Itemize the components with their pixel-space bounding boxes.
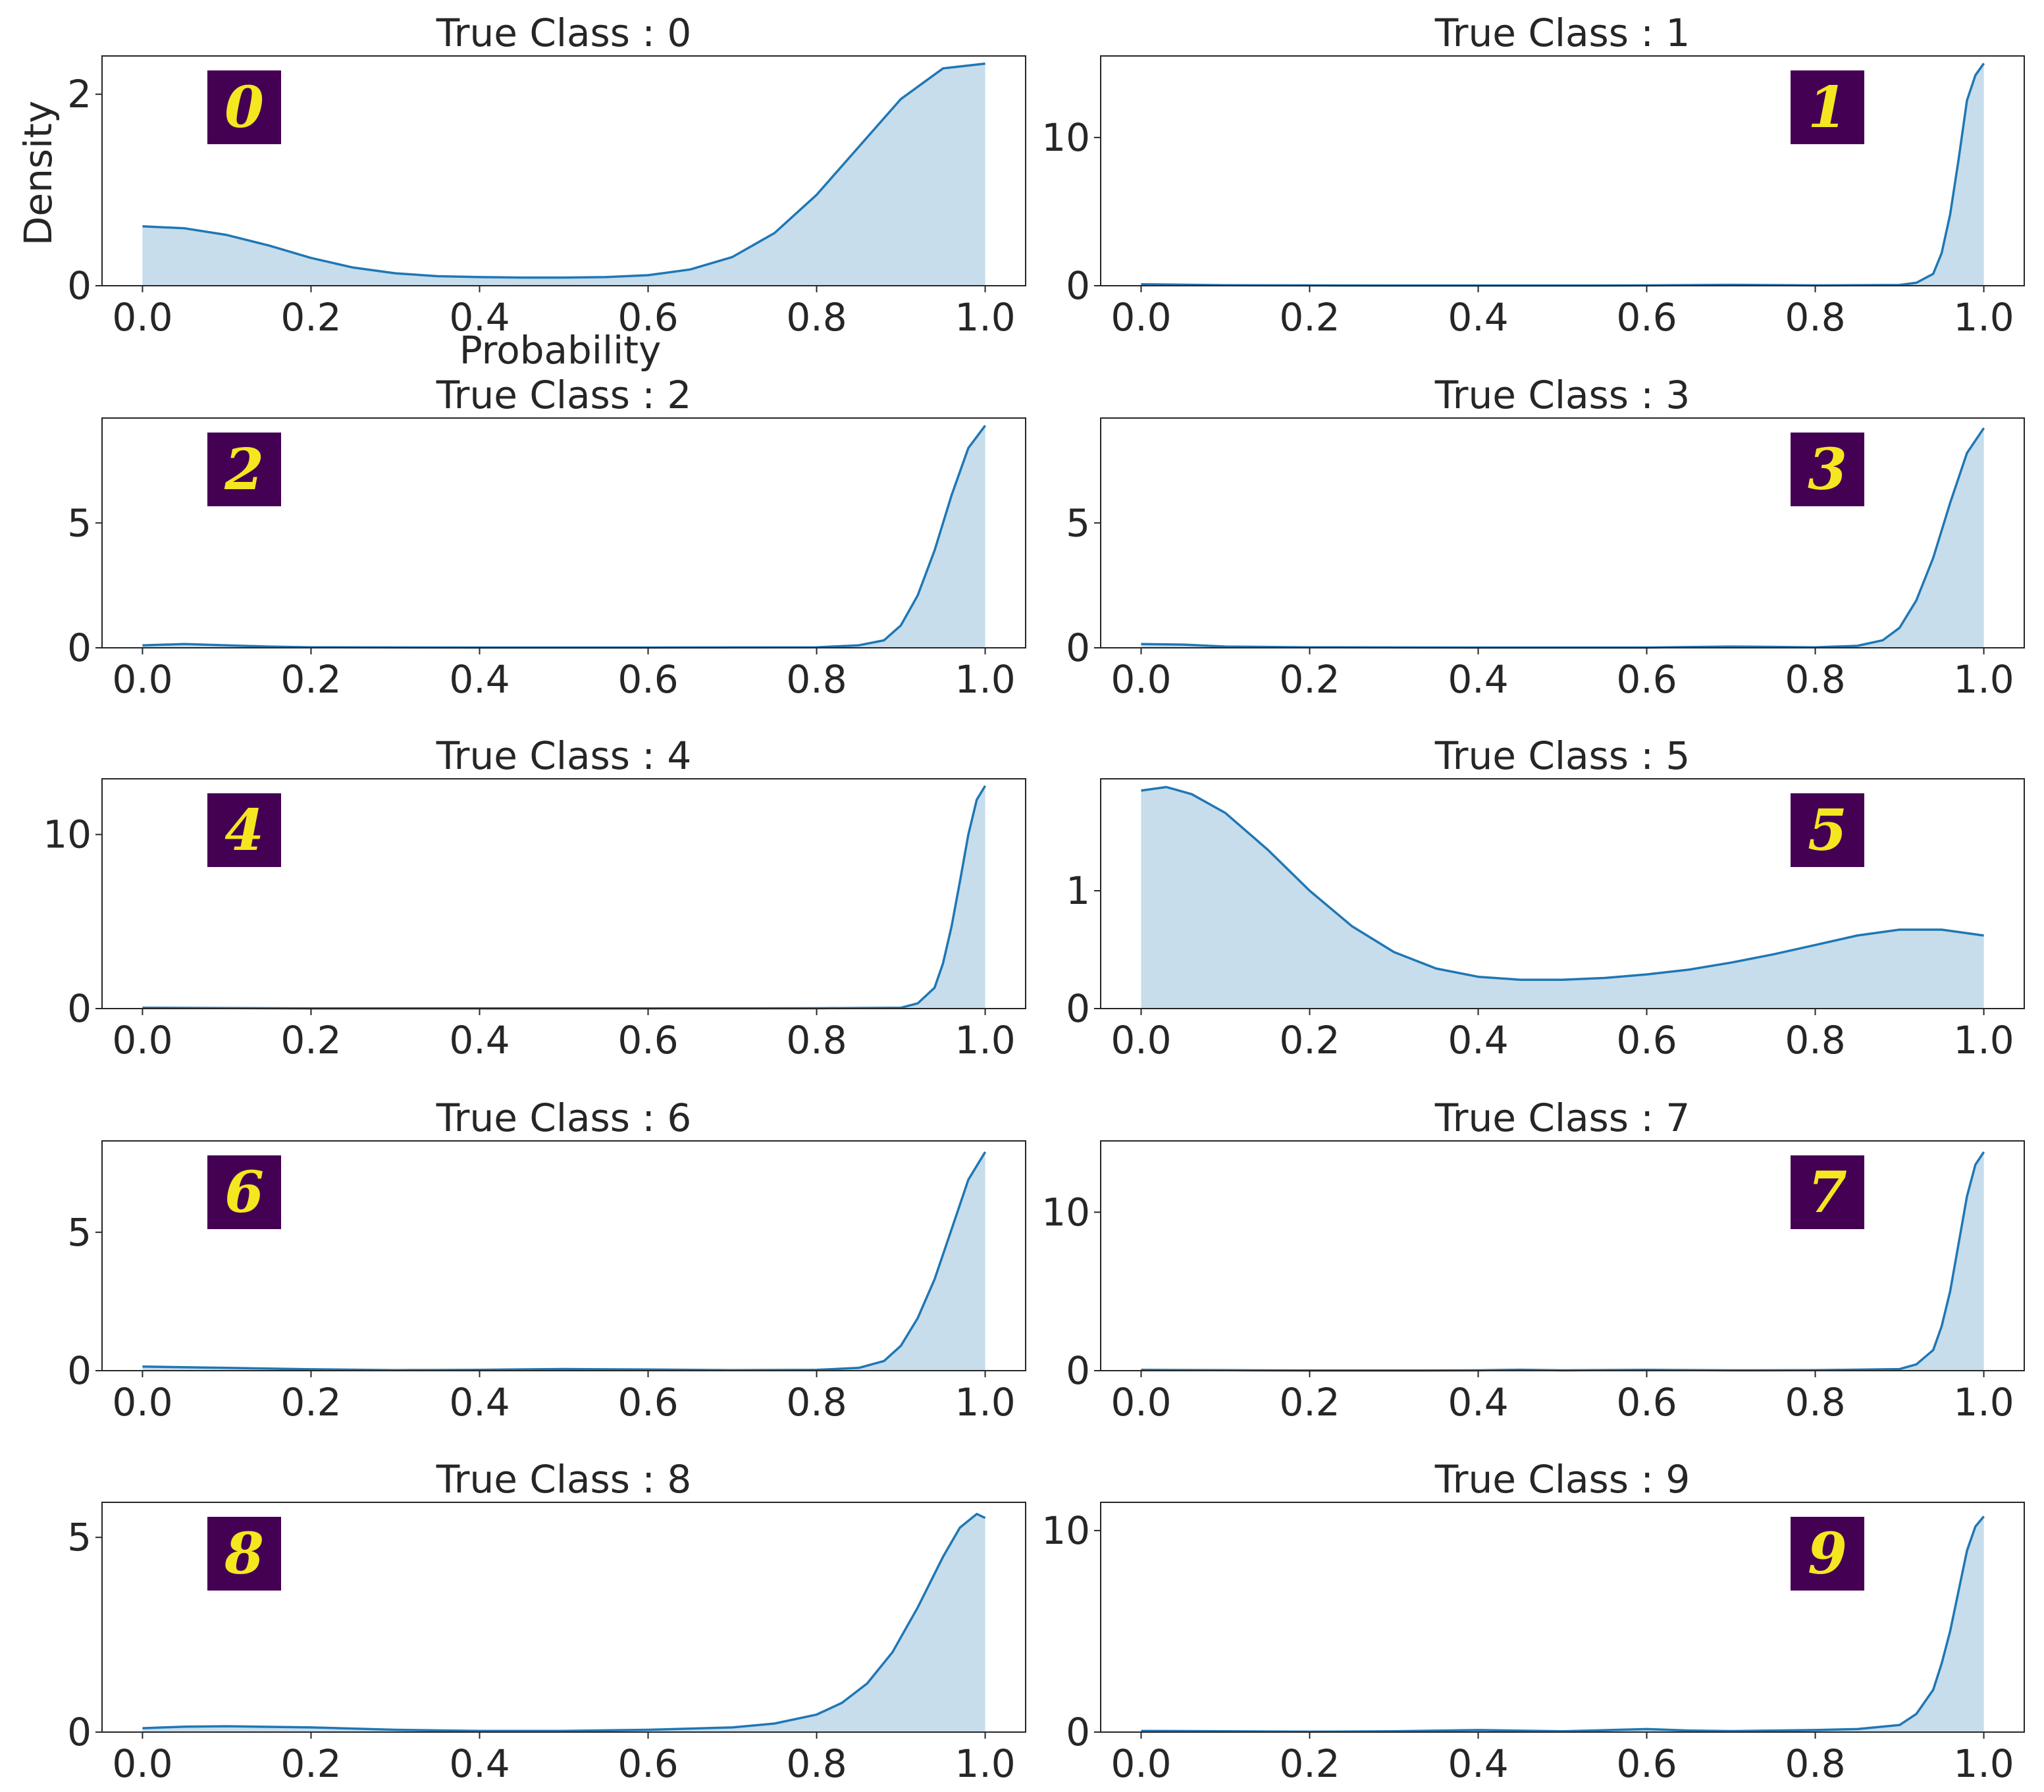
digit-glyph: 1 (1808, 74, 1847, 141)
x-tick-label: 1.0 (1953, 1741, 2014, 1786)
x-tick-label: 0.4 (1448, 657, 1509, 702)
panel-class-1 (1041, 11, 2024, 340)
x-tick-label: 1.0 (1953, 295, 2014, 340)
x-tick-label: 0.0 (112, 1380, 173, 1425)
x-tick-label: 0.8 (786, 1380, 847, 1425)
x-tick-label: 0.6 (617, 657, 679, 702)
digit-thumbnail (1791, 793, 1864, 867)
x-tick-label: 0.6 (1616, 1380, 1677, 1425)
x-tick-label: 0.0 (112, 1018, 173, 1063)
panel-title: True Class : 7 (1434, 1095, 1690, 1140)
y-tick-label: 0 (67, 625, 92, 670)
digit-thumbnail (1791, 70, 1864, 144)
x-tick-label: 0.6 (1616, 657, 1677, 702)
y-tick-label: 0 (67, 1710, 92, 1754)
y-tick-label: 0 (1066, 1348, 1090, 1393)
x-tick-label: 0.2 (1279, 295, 1340, 340)
x-tick-label: 1.0 (955, 295, 1016, 340)
x-tick-label: 0.2 (280, 657, 342, 702)
digit-glyph: 9 (1808, 1521, 1847, 1587)
x-tick-label: 0.2 (1279, 1380, 1340, 1425)
x-tick-label: 0.2 (280, 1018, 342, 1063)
x-tick-label: 1.0 (1953, 1380, 2014, 1425)
x-tick-label: 0.4 (449, 295, 510, 340)
x-tick-label: 0.8 (786, 1018, 847, 1063)
y-tick-label: 0 (1066, 1710, 1090, 1754)
panel-class-7 (1041, 1095, 2024, 1425)
x-tick-label: 0.4 (449, 1741, 510, 1786)
axes-frame (1101, 1141, 2024, 1371)
digit-glyph: 6 (224, 1159, 264, 1226)
y-tick-label: 5 (67, 500, 92, 546)
x-tick-label: 0.4 (449, 1380, 510, 1425)
y-tick-label: 2 (67, 72, 92, 117)
panel-title: True Class : 2 (436, 373, 692, 417)
x-tick-label: 0.0 (1111, 1380, 1172, 1425)
digit-thumbnail (207, 70, 281, 144)
x-tick-label: 0.8 (1785, 1741, 1846, 1786)
panel-title: True Class : 1 (1434, 11, 1690, 55)
axes-frame (1101, 56, 2024, 286)
x-tick-label: 0.8 (786, 295, 847, 340)
x-tick-label: 0.6 (1616, 1018, 1677, 1063)
x-tick-label: 0.4 (449, 657, 510, 702)
digit-glyph: 5 (1808, 797, 1847, 864)
digit-thumbnail (1791, 1517, 1864, 1591)
x-tick-label: 0.4 (1448, 295, 1509, 340)
x-axis-label: Probability (459, 328, 662, 373)
x-tick-label: 0.6 (617, 1380, 679, 1425)
x-tick-label: 0.6 (617, 1741, 679, 1786)
panel-class-6 (67, 1095, 1026, 1425)
x-tick-label: 0.2 (280, 1741, 342, 1786)
x-tick-label: 1.0 (955, 1018, 1016, 1063)
x-tick-label: 0.2 (1279, 657, 1340, 702)
panel-title: True Class : 4 (436, 733, 692, 778)
x-tick-label: 0.6 (1616, 1741, 1677, 1786)
x-tick-label: 1.0 (955, 1380, 1016, 1425)
x-tick-label: 0.0 (112, 657, 173, 702)
x-tick-label: 0.0 (1111, 657, 1172, 702)
y-tick-label: 5 (67, 1515, 92, 1560)
digit-thumbnail (207, 1517, 281, 1591)
y-tick-label: 0 (67, 263, 92, 308)
x-tick-label: 0.0 (112, 295, 173, 340)
panel-title: True Class : 3 (1434, 373, 1690, 417)
panel-title: True Class : 8 (436, 1457, 692, 1502)
digit-thumbnail (207, 433, 281, 506)
y-tick-label: 10 (1041, 115, 1090, 160)
y-axis-label: Density (16, 100, 61, 246)
x-tick-label: 0.2 (280, 295, 342, 340)
x-tick-label: 0.8 (1785, 1380, 1846, 1425)
panel-title: True Class : 6 (436, 1095, 692, 1140)
axes-frame (1101, 418, 2024, 648)
digit-glyph: 0 (224, 74, 264, 141)
x-tick-label: 0.4 (449, 1018, 510, 1063)
x-tick-label: 0.8 (1785, 1018, 1846, 1063)
digit-thumbnail (207, 1155, 281, 1229)
x-tick-label: 0.6 (617, 1018, 679, 1063)
x-tick-label: 0.4 (1448, 1380, 1509, 1425)
x-tick-label: 0.2 (280, 1380, 342, 1425)
panel-class-4 (43, 733, 1026, 1063)
y-tick-label: 0 (1066, 986, 1090, 1031)
panel-title: True Class : 9 (1434, 1457, 1690, 1502)
y-tick-label: 10 (1041, 1190, 1090, 1235)
x-tick-label: 0.8 (786, 657, 847, 702)
x-tick-label: 0.0 (1111, 295, 1172, 340)
y-tick-label: 0 (67, 1348, 92, 1393)
y-tick-label: 10 (1041, 1508, 1090, 1553)
panel-title: True Class : 0 (436, 11, 692, 55)
panel-class-3 (1066, 373, 2024, 702)
x-tick-label: 0.0 (1111, 1018, 1172, 1063)
y-tick-label: 10 (43, 812, 92, 857)
x-tick-label: 0.0 (112, 1741, 173, 1786)
x-tick-label: 0.6 (617, 295, 679, 340)
panels-layer (43, 11, 2024, 1786)
digit-glyph: 7 (1808, 1159, 1847, 1226)
panel-title: True Class : 5 (1434, 733, 1690, 778)
y-tick-label: 1 (1066, 868, 1090, 914)
axes-frame (1101, 1502, 2024, 1732)
digit-thumbnail (207, 793, 281, 867)
x-tick-label: 0.8 (1785, 657, 1846, 702)
digit-glyph: 4 (224, 797, 264, 864)
x-tick-label: 0.2 (1279, 1018, 1340, 1063)
x-tick-label: 0.2 (1279, 1741, 1340, 1786)
panel-class-9 (1041, 1457, 2024, 1786)
y-tick-label: 5 (67, 1209, 92, 1255)
x-tick-label: 1.0 (955, 657, 1016, 702)
digit-glyph: 8 (224, 1521, 264, 1587)
y-tick-label: 0 (67, 986, 92, 1031)
x-tick-label: 0.4 (1448, 1741, 1509, 1786)
panel-class-0 (67, 11, 1026, 340)
x-tick-label: 0.8 (1785, 295, 1846, 340)
x-tick-label: 0.4 (1448, 1018, 1509, 1063)
x-tick-label: 1.0 (955, 1741, 1016, 1786)
panel-class-8 (67, 1457, 1026, 1786)
y-tick-label: 0 (1066, 263, 1090, 308)
x-tick-label: 1.0 (1953, 1018, 2014, 1063)
digit-thumbnail (1791, 433, 1864, 506)
x-tick-label: 0.8 (786, 1741, 847, 1786)
y-tick-label: 5 (1066, 500, 1090, 546)
digit-glyph: 3 (1808, 436, 1847, 503)
x-tick-label: 0.0 (1111, 1741, 1172, 1786)
digit-glyph: 2 (224, 436, 264, 503)
y-tick-label: 0 (1066, 625, 1090, 670)
x-tick-label: 1.0 (1953, 657, 2014, 702)
digit-thumbnail (1791, 1155, 1864, 1229)
x-tick-label: 0.6 (1616, 295, 1677, 340)
panel-class-2 (67, 373, 1026, 702)
panel-class-5 (1066, 733, 2024, 1063)
